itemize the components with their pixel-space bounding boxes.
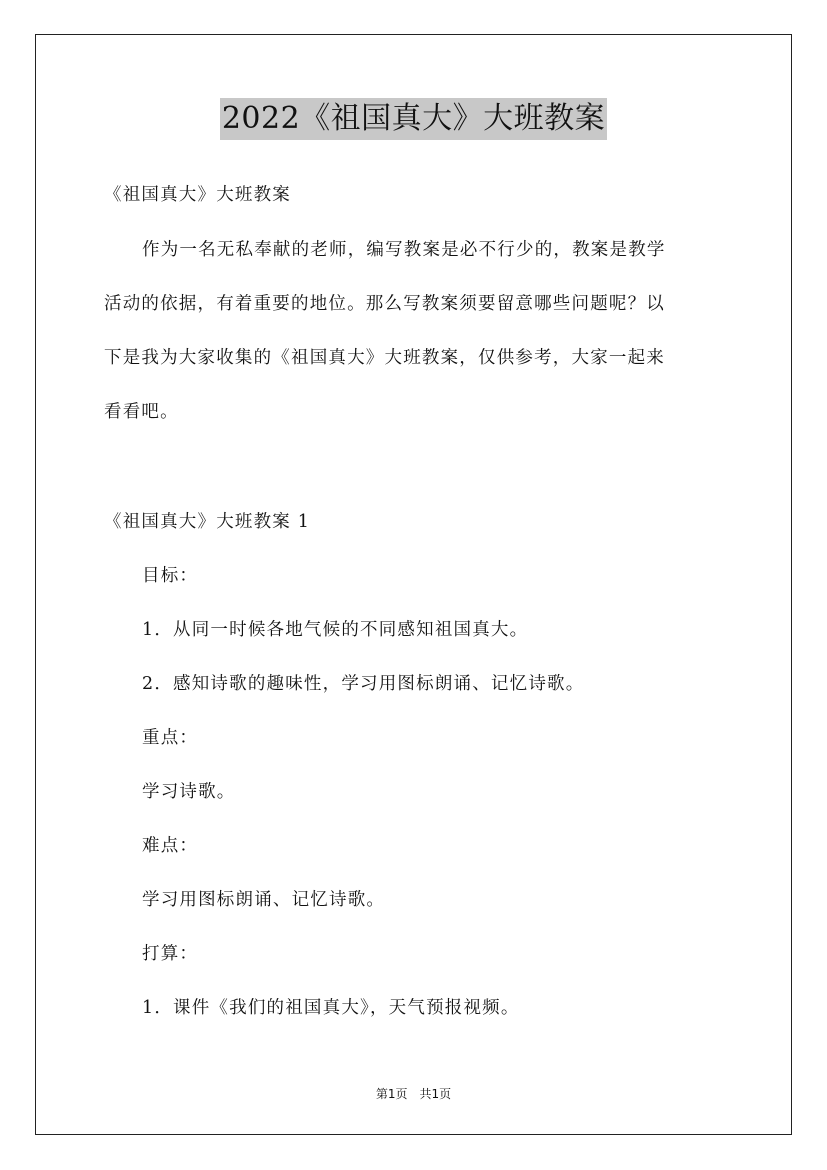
body-line: 重点： (142, 728, 199, 748)
body-line: 难点： (142, 836, 199, 856)
document-title-block (0, 98, 827, 140)
document-title: 2022《祖国真大》大班教案 (220, 98, 607, 140)
body-line: 打算： (142, 944, 199, 964)
body-line: 1．从同一时候各地气候的不同感知祖国真大。 (142, 620, 529, 640)
body-line: 学习用图标朗诵、记忆诗歌。 (142, 890, 386, 910)
section-heading: 《祖国真大》大班教案 1 (104, 512, 311, 532)
body-line: 目标： (142, 566, 199, 586)
body-line: 1．课件《我们的祖国真大》，天气预报视频。 (142, 998, 520, 1018)
body-line: 2．感知诗歌的趣味性，学习用图标朗诵、记忆诗歌。 (142, 674, 585, 694)
intro-line: 下是我为大家收集的《祖国真大》大班教案，仅供参考，大家一起来 (104, 348, 665, 368)
intro-line: 作为一名无私奉献的老师，编写教案是必不行少的，教案是教学 (142, 240, 666, 260)
page-number-footer: 第1页 共1页 (375, 1087, 452, 1101)
body-line: 学习诗歌。 (142, 782, 236, 802)
intro-line: 活动的依据，有着重要的地位。那么写教案须要留意哪些问题呢？以 (104, 294, 665, 314)
document-subtitle: 《祖国真大》大班教案 (104, 185, 291, 205)
intro-line: 看看吧。 (104, 402, 179, 422)
